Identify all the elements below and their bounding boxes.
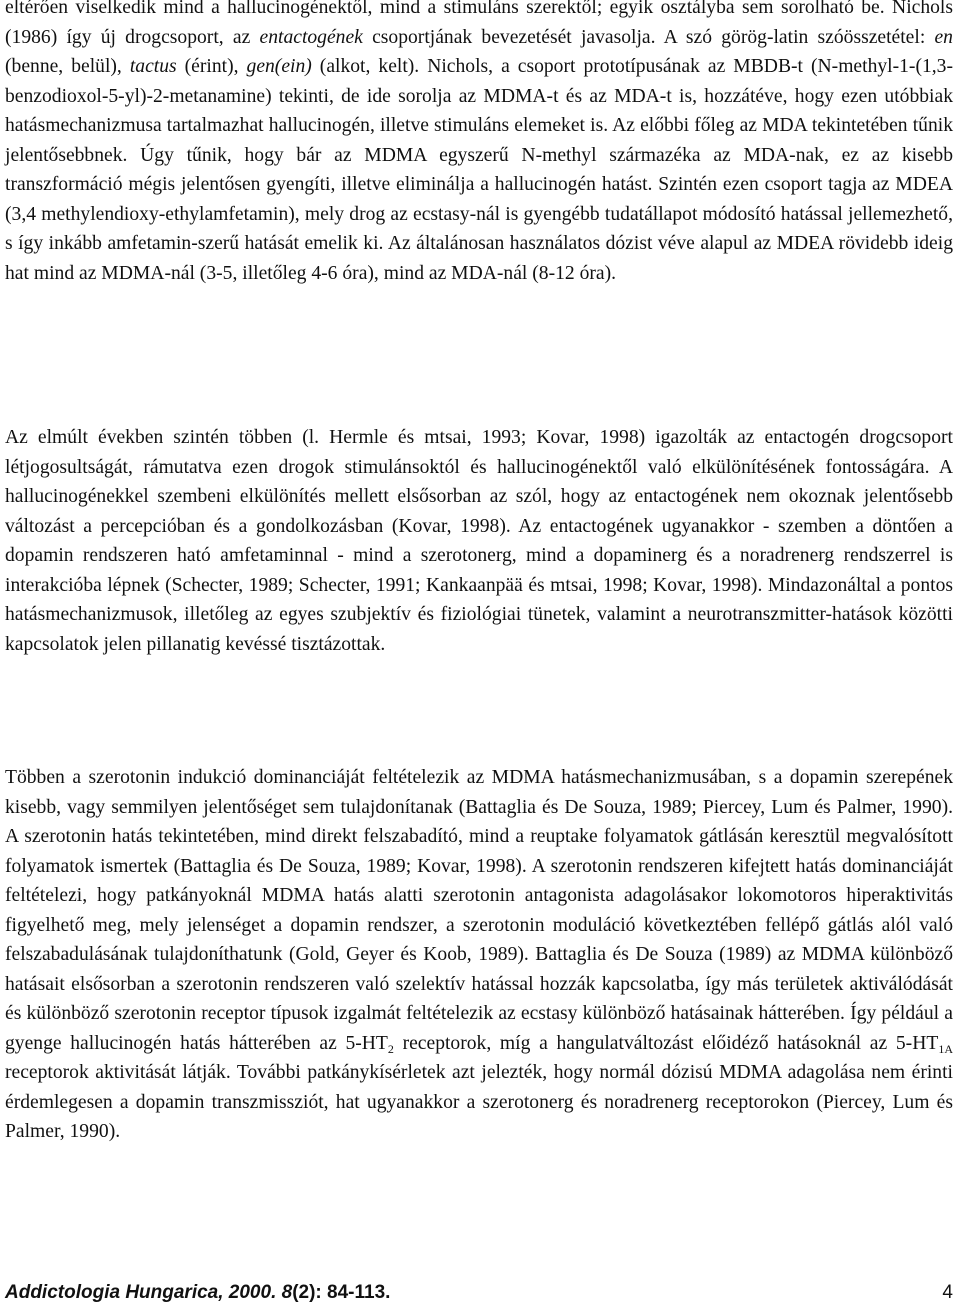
subscript: 2 <box>387 1041 394 1056</box>
italic-term: gen(ein) <box>246 56 312 77</box>
body-paragraph-2 <box>5 423 953 659</box>
text-run: (alkot, kelt). Nichols, a csoport prototípusának az MBDB-t (N-methyl-1-(1,3-benzodioxol-5-yl)-2-metanamine) tekinti, de ide sorolja az MDMA-t és az MDA-t is, hozzátéve, hogy ezen utóbbiak hatásmechanizmusa tartalmazhat hallucinogén, illetve stimuláns elemeket is. Az előbbi főleg az MDA tekintetében tűnik jelentősebbnek. Úgy tűnik, hogy bár az MDMA egyszerű N-methyl származéka az MDA-nak, ez az kisebb transzformáció mégis jelentősen gyengíti, illetve eliminálja a hallucinogén hatást. Szintén ezen csoport tagja az MDEA (3,4 methylendioxy-ethylamfetamin), mely drog az ecstasy-nál is gyengébb tudatállapot módosító hatással jellemezhető, s így inkább amfetamin-szerű hatását emelik ki. Az általánosan használatos dózist véve alapul az MDEA rövidebb ideig hat mind az MDMA-nál (3-5, illetőleg 4-6 óra), mind az MDA-nál (8-12 óra). <box>5 56 954 284</box>
journal-name: Addictologia Hungarica, 2000. <box>5 1282 282 1303</box>
italic-term: tactus <box>129 56 177 77</box>
body-paragraph-1 <box>5 0 953 288</box>
page-number: 4 <box>942 1282 953 1303</box>
page-footer <box>5 1280 953 1306</box>
text-run: receptorok, míg a hangulatváltozást előidéző hatásoknál az 5-HT <box>393 1032 939 1054</box>
text-run: csoportjának bevezetését javasolja. A szó görög-latin szóösszetétel: <box>362 26 935 48</box>
italic-term: entactogének <box>259 26 363 48</box>
journal-citation <box>5 1280 390 1306</box>
text-run: (benne, belül), <box>5 56 130 77</box>
text-run: Többen a szerotonin indukció dominanciáját feltételezik az MDMA hatásmechanizmusában, s a dopamin szerepének kisebb, vagy semmilyen jelentőséget sem tulajdonítanak (Battaglia és De Souza, 1989; Piercey, Lum és Palmer, 1990). A szerotonin hatás tekintetében, mind direkt felszabadító, mind a reuptake folyamatok gátlásán keresztül megvalósított folyamatok ismertek (Battaglia és De Souza, 1989; Kovar, 1998). A szerotonin rendszeren kifejtett hatás dominanciáját feltételezi, hogy patkányoknál MDMA hatás alatti szerotonin antagonista adagolásakor lokomotoros hiperaktivitás figyelhető meg, mely jelenséget a dopamin rendszer, a szerotonin moduláció következtében fellépő gátlás alól való felszabadulásának tulajdoníthatunk (Gold, Geyer és Koob, 1989). Battaglia és De Souza (1989) az MDMA különböző hatásait elsősorban a szerotonin rendszeren való szelektív hatással hozzák kapcsolatba, így más területek aktiválódását és különböző szerotonin receptor típusok izgalmát feltételezik az ecstasy különböző hatásainak hátterében. Így például a gyenge hallucinogén hatás hátterében az 5-HT <box>5 767 953 1054</box>
text-run: eltérően viselkedik mind a hallucinogénektől, mind a stimuláns szerektől; egyik osztályba sem sorolható be. Nichols (1986) így új drogcsoport, az <box>5 0 953 48</box>
journal-issue-pages: (2): 84-113. <box>292 1282 391 1303</box>
body-paragraph-3 <box>5 763 953 1147</box>
subscript: 1A <box>938 1041 953 1056</box>
text-run: Az elmúlt években szintén többen (l. Hermle és mtsai, 1993; Kovar, 1998) igazolták az entactogén drogcsoport létjogosultságát, rámutatva ezen drogok stimulánsoktól és hallucinogénektől való elkülönítésének fontosságára. A hallucinogénekkel szembeni elkülönítés mellett elsősorban az szól, hogy az entactogének nem okoznak jelentősebb változást a percepcióban és a gondolkozásban (Kovar, 1998). Az entactogének ugyanakkor - szemben a döntően a dopamin rendszeren ható amfetaminnal - mind a szerotonerg, mind a dopaminerg és a noradrenerg rendszerrel is interakcióba lépnek (Schecter, 1989; Schecter, 1991; Kankaanpää és mtsai, 1998; Kovar, 1998). Mindazonáltal a pontos hatásmechanizmusok, illetőleg az egyes szubjektív és fiziológiai tünetek, valamint a neurotranszmitter-hatások közötti kapcsolatok jelen pillanatig kevéssé tisztázottak. <box>5 427 953 655</box>
journal-volume: 8 <box>281 1282 293 1303</box>
italic-term: en <box>934 26 953 48</box>
text-run: receptorok aktivitását látják. További patkánykísérletek azt jelezték, hogy normál dózisú MDMA adagolása nem érinti érdemlegesen a dopamin transzmissziót, hat ugyanakkor a szerotonerg és noradrenerg receptorokon (Piercey, Lum és Palmer, 1990). <box>5 1062 953 1142</box>
text-run: (érint), <box>176 56 247 77</box>
